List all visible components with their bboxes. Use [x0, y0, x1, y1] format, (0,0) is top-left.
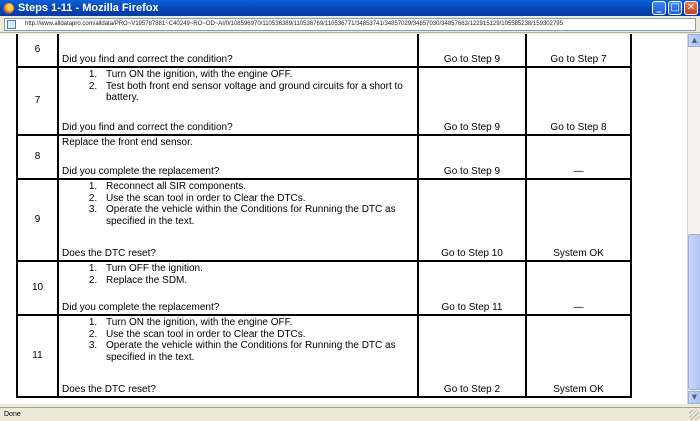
- step-action: [58, 315, 418, 397]
- list-item: 1. Reconnect all SIR components.: [100, 181, 414, 193]
- no-action: —: [526, 135, 631, 179]
- no-action: —: [526, 261, 631, 315]
- list-item: 2. Replace the SDM.: [100, 275, 414, 287]
- window-titlebar[interactable]: [0, 0, 700, 16]
- step-number: 6: [17, 34, 58, 67]
- list-item: 1. Turn ON the ignition, with the engine OFF.: [100, 69, 414, 81]
- page-content: [0, 34, 687, 404]
- step-number: 7: [17, 67, 58, 135]
- step-number: 8: [17, 135, 58, 179]
- url-text: http://www.alldatapro.com/alldata/PRO~V195787881~C40249~RO~OD~AI/0/108596970/110536389/110536769/110536771/34853741/34857029/34857030/34857663/122915129/105585238/159302795: [25, 21, 563, 27]
- vertical-scrollbar[interactable]: [687, 34, 700, 404]
- firefox-icon: [3, 3, 14, 14]
- step-instruction: Replace the front end sensor.: [62, 137, 193, 148]
- window-controls: [652, 1, 698, 15]
- table-row: [17, 315, 631, 397]
- scroll-down-button[interactable]: ▼: [688, 391, 700, 404]
- url-field[interactable]: [4, 18, 696, 31]
- yes-action: Go to Step 9: [418, 34, 526, 67]
- step-action: [58, 67, 418, 135]
- step-list: [62, 181, 414, 227]
- step-list: [62, 263, 414, 286]
- minimize-button[interactable]: _: [652, 1, 666, 15]
- status-bar: [0, 407, 700, 421]
- step-number: 11: [17, 315, 58, 397]
- list-item: 1. Turn ON the ignition, with the engine OFF.: [100, 317, 414, 329]
- step-question: Did you find and correct the condition?: [62, 121, 233, 133]
- list-item: 1. Turn OFF the ignition.: [100, 263, 414, 275]
- table-row: [17, 135, 631, 179]
- step-action: [58, 34, 418, 67]
- no-action: System OK: [526, 179, 631, 261]
- table-row: [17, 179, 631, 261]
- step-list: [62, 69, 414, 104]
- resize-grip-icon[interactable]: [689, 410, 699, 420]
- window-title: Steps 1-11 - Mozilla Firefox: [18, 2, 159, 14]
- list-item: 2. Use the scan tool in order to Clear the DTCs.: [100, 329, 414, 341]
- list-item: 2. Use the scan tool in order to Clear the DTCs.: [100, 193, 414, 205]
- table-row: [17, 67, 631, 135]
- list-item: 3. Operate the vehicle within the Conditions for Running the DTC as specified in the text.: [100, 340, 414, 363]
- yes-action: Go to Step 9: [418, 67, 526, 135]
- close-button[interactable]: ✕: [684, 1, 698, 15]
- step-action: [58, 261, 418, 315]
- maximize-button[interactable]: □: [668, 1, 682, 15]
- yes-action: Go to Step 11: [418, 261, 526, 315]
- step-number: 9: [17, 179, 58, 261]
- scroll-thumb[interactable]: [688, 234, 700, 390]
- no-action: Go to Step 8: [526, 67, 631, 135]
- yes-action: Go to Step 2: [418, 315, 526, 397]
- step-question: Did you find and correct the condition?: [62, 53, 233, 65]
- step-number: 10: [17, 261, 58, 315]
- no-action: Go to Step 7: [526, 34, 631, 67]
- step-list: [62, 317, 414, 363]
- table-row: [17, 34, 631, 67]
- scroll-up-button[interactable]: ▲: [688, 34, 700, 47]
- list-item: 3. Operate the vehicle within the Conditions for Running the DTC as specified in the text.: [100, 204, 414, 227]
- steps-table: [16, 34, 632, 398]
- page-icon: [7, 20, 16, 29]
- step-action: [58, 179, 418, 261]
- table-row: [17, 261, 631, 315]
- status-text: Done: [4, 411, 21, 418]
- step-question: Does the DTC reset?: [62, 247, 156, 259]
- step-question: Does the DTC reset?: [62, 383, 156, 395]
- no-action: System OK: [526, 315, 631, 397]
- step-question: Did you complete the replacement?: [62, 165, 220, 177]
- address-bar: [0, 16, 700, 33]
- yes-action: Go to Step 10: [418, 179, 526, 261]
- yes-action: Go to Step 9: [418, 135, 526, 179]
- step-action: [58, 135, 418, 179]
- list-item: 2. Test both front end sensor voltage and ground circuits for a short to battery.: [100, 81, 414, 104]
- step-question: Did you complete the replacement?: [62, 301, 220, 313]
